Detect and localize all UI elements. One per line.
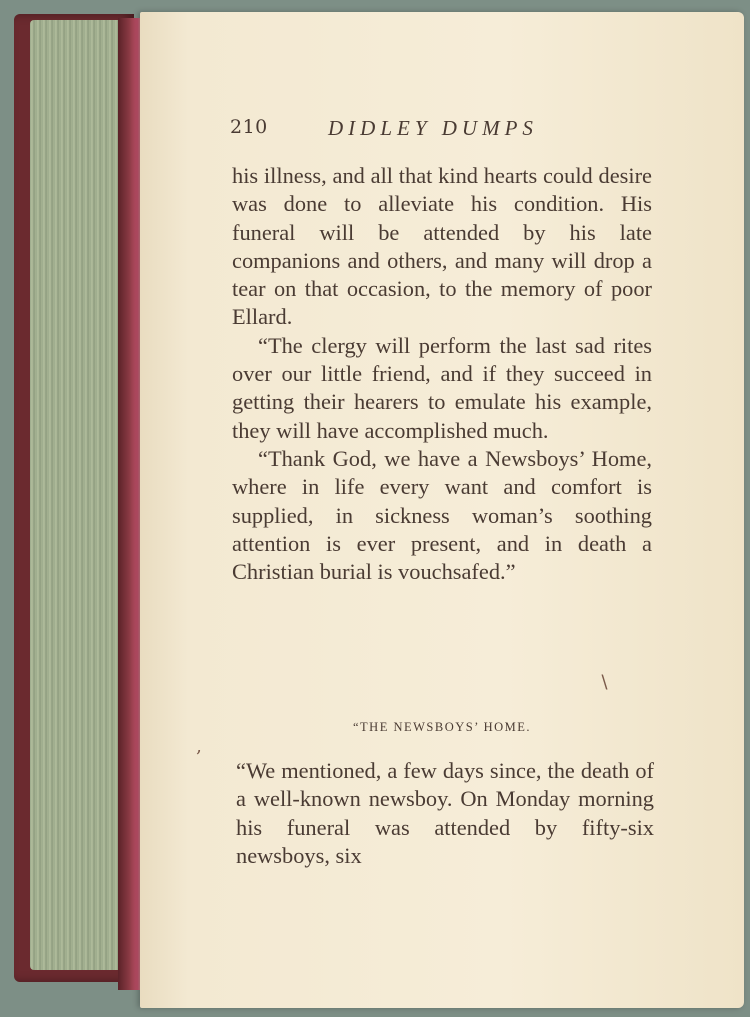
section-passage — [236, 757, 654, 870]
ink-mark: ‚ — [196, 736, 202, 757]
paragraph: his illness, and all that kind hearts could desire was done to alleviate his condition. His funeral will be attended by his late companions and others, and many will drop a tear on that occasion, to the memory of poor Ellard. — [232, 163, 652, 330]
paragraph: “The clergy will perform the last sad rites over our little friend, and if they succeed in getting their hearers to emulate his example, they will have accomplished much. — [232, 332, 652, 443]
page-header — [230, 116, 660, 138]
running-title: DIDLEY DUMPS — [328, 116, 538, 140]
passage — [232, 162, 652, 586]
paragraph: “We mentioned, a few days since, the death of a well-known newsboy. On Monday morning his funeral was attended by fifty-six newsboys, six — [236, 758, 654, 868]
paragraph: “Thank God, we have a Newsboys’ Home, where in life every want and comfort is supplied, in sickness woman’s soothing attention is ever present, and in death a Christian burial is vouchsafed.” — [232, 445, 652, 585]
section-heading: “THE NEWSBOYS’ HOME. — [352, 720, 532, 734]
book-page — [140, 12, 744, 1008]
ink-mark: ∖ — [598, 672, 610, 693]
page-number: 210 — [230, 116, 268, 138]
